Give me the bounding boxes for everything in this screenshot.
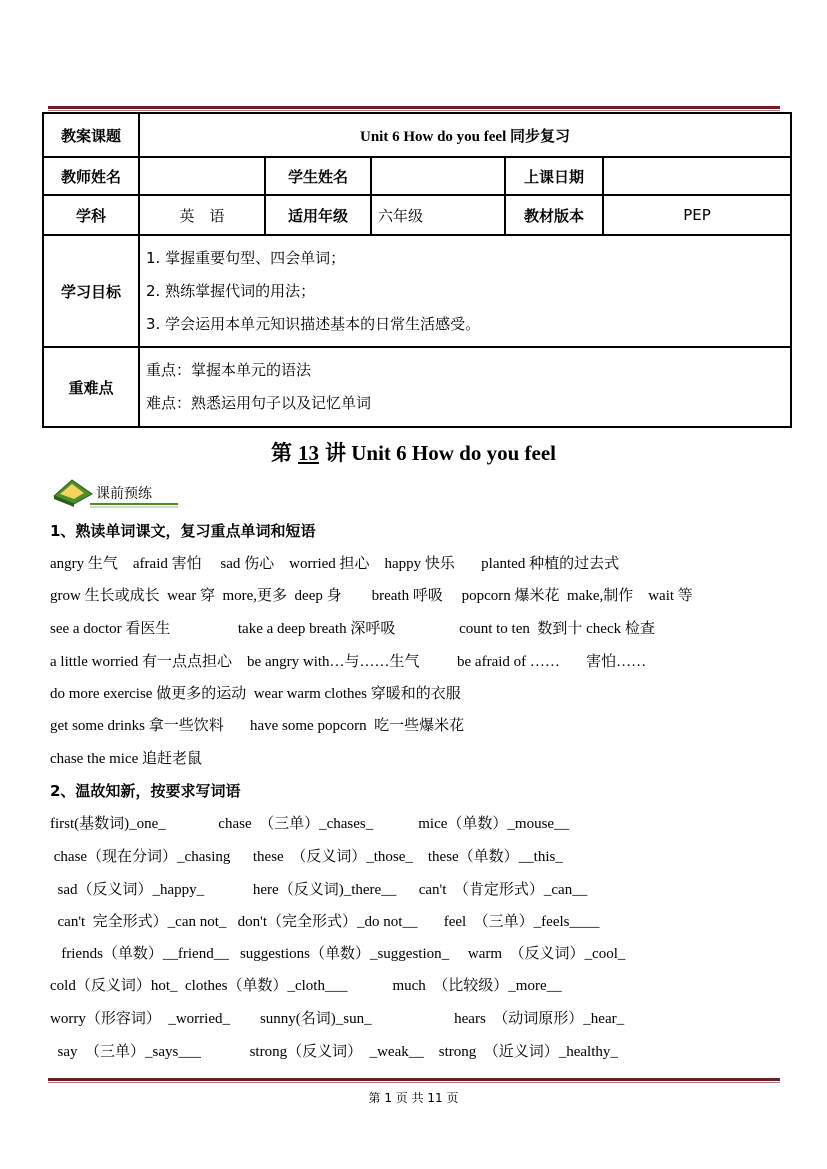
vocab-line: chase the mice 追赶老鼠 (50, 751, 203, 767)
lesson-info-table (42, 112, 792, 428)
vocab-line: grow 生长或成长 wear 穿 more,更多 deep 身 breath 呼吸 popcorn 爆米花 make,制作 wait 等 (50, 588, 693, 604)
vocab-line: get some drinks 拿一些饮料 have some popcorn 吃一些爆米花 (50, 718, 465, 734)
lecture-title (0, 437, 827, 467)
goals-label: 学习目标 (43, 235, 139, 347)
vocab-line: angry 生气 afraid 害怕 sad 伤心 worried 担心 happy 快乐 planted 种植的过去式 (50, 556, 620, 572)
subject-value: 英 语 (139, 195, 265, 235)
section2-heading: 2、温故知新，按要求写词语 (50, 782, 241, 800)
keys-list (139, 347, 791, 427)
exercise-line: cold（反义词）hot_ clothes（单数）_cloth___ much （比较级）_more__ (50, 978, 562, 994)
exercise-line: sad（反义词）_happy_ here（反义词)_there__ can't （肯定形式）_can__ (50, 882, 588, 898)
exercise-line: can't 完全形式）_can not_ don't（完全形式）_do not__ feel （三单）_feels____ (50, 914, 600, 930)
grade-label: 适用年级 (265, 195, 371, 235)
grade-value: 六年级 (371, 195, 505, 235)
subject-label: 学科 (43, 195, 139, 235)
date-value (603, 157, 791, 195)
student-label: 学生姓名 (265, 157, 371, 195)
edition-label: 教材版本 (505, 195, 603, 235)
exercise-line: say （三单）_says___ strong（反义词） _weak__ strong （近义词）_healthy_ (50, 1044, 618, 1060)
goals-list (139, 235, 791, 347)
vocab-line: a little worried 有一点点担心 be angry with…与……生气 be afraid of …… 害怕…… (50, 654, 647, 670)
edition-value: PEP (603, 195, 791, 235)
student-value (371, 157, 505, 195)
vocab-line: do more exercise 做更多的运动 wear warm clothes 穿暖和的衣服 (50, 686, 461, 702)
page-footer: 第 1 页 共 11 页 (368, 1091, 459, 1105)
date-label: 上课日期 (505, 157, 603, 195)
section1-heading: 1、熟读单词课文，复习重点单词和短语 (50, 522, 316, 540)
preview-section-badge (50, 474, 180, 508)
exercise-line: friends（单数）__friend__ suggestions（单数）_suggestion_ warm （反义词）_cool_ (50, 946, 626, 962)
goal-item: 3. 学会运用本单元知识描述基本的日常生活感受。 (146, 314, 481, 333)
teacher-label: 教师姓名 (43, 157, 139, 195)
exercise-line: first(基数词)_one_ chase （三单）_chases_ mice（单数）_mouse__ (50, 816, 570, 832)
topic-label: 教案课题 (43, 113, 139, 157)
keys-label: 重难点 (43, 347, 139, 427)
goal-item: 1. 掌握重要句型、四会单词； (146, 248, 346, 267)
section-badge-label: 课前预练 (96, 486, 152, 502)
bottom-rule (48, 1078, 780, 1083)
top-rule (48, 106, 780, 111)
topic-value: Unit 6 How do you feel 同步复习 (139, 113, 791, 157)
key-point: 重点：掌握本单元的语法 (146, 361, 312, 379)
vocab-line: see a doctor 看医生 take a deep breath 深呼吸 count to ten 数到十 check 检查 (50, 621, 655, 637)
exercise-line: worry（形容词） _worried_ sunny(名词)_sun_ hears （动词原形）_hear_ (50, 1011, 625, 1027)
lecture-prefix: 第 (271, 441, 292, 465)
lecture-number: 13 (298, 441, 319, 465)
difficult-point: 难点：熟悉运用句子以及记忆单词 (146, 394, 372, 412)
lecture-suffix: 讲 Unit 6 How do you feel (325, 441, 556, 465)
goal-item: 2. 熟练掌握代词的用法； (146, 281, 316, 300)
exercise-line: chase（现在分词）_chasing these （反义词）_those_ these（单数）__this_ (50, 849, 563, 865)
teacher-value (139, 157, 265, 195)
